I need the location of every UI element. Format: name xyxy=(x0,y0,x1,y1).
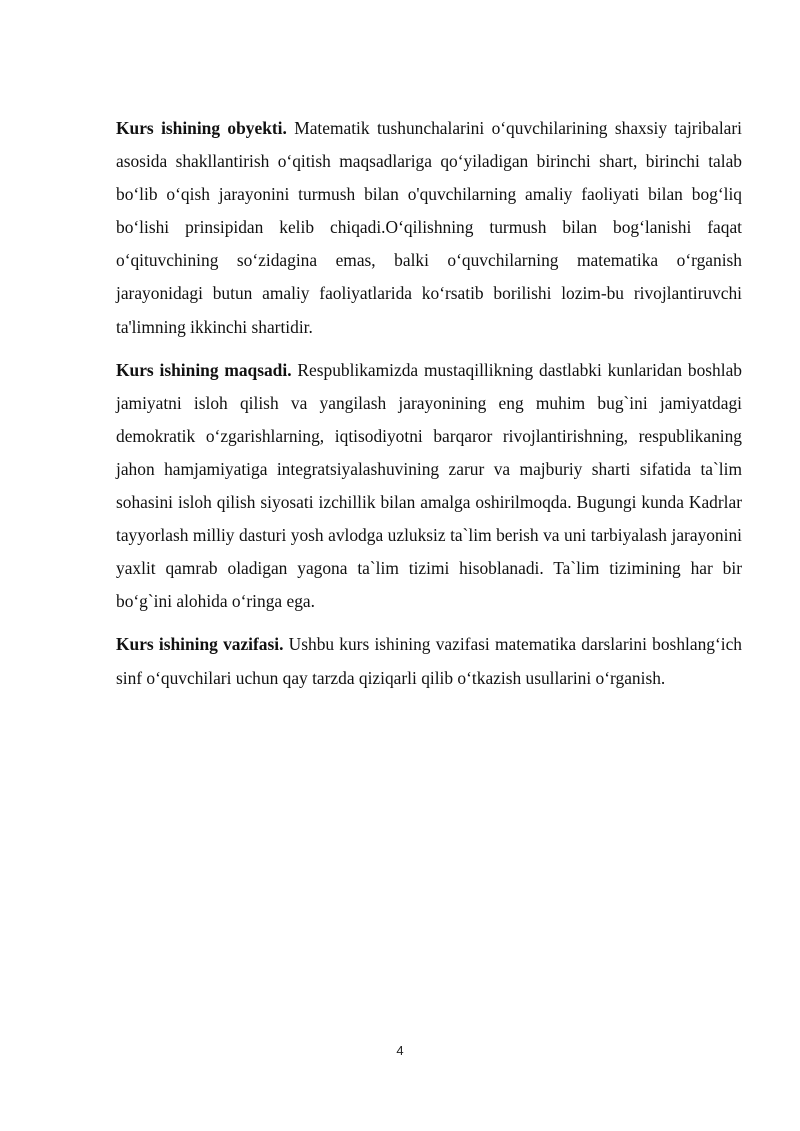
paragraph-heading: Kurs ishining obyekti. xyxy=(116,118,287,138)
paragraph-task xyxy=(116,628,742,694)
document-page xyxy=(116,112,742,705)
paragraph-goal xyxy=(116,354,742,619)
paragraph-object xyxy=(116,112,742,344)
page-number: 4 xyxy=(396,1043,404,1058)
paragraph-heading: Kurs ishining maqsadi. xyxy=(116,359,292,380)
paragraph-text: Respublikamizda mustaqillikning dastlabki kunlaridan boshlab jamiyatni isloh qilish va yangilash jarayonining eng muhim bug`ini jamiyatdagi demokratik o‘zgarishlarning, iqtisodiyotni barqaror rivojlantirishning, respublikaning jahon hamjamiyatiga integratsiyalashuvining zarur va majburiy sharti sifatida ta`lim sohasini isloh qilish siyosati izchillik bilan amalga oshirilmoqda. Bugungi kunda Kadrlar tayyorlash milliy dasturi yosh avlodga uzluksiz ta`lim berish va uni tarbiyalash jarayonini yaxlit qamrab oladigan yagona ta`lim tizimi hisoblanadi. Ta`lim tizimining har bir bo‘g`ini alohida o‘ringa ega. xyxy=(116,359,742,612)
paragraph-text: Matematik tushunchalarini o‘quvchilarining shaxsiy tajribalari asosida shakllantirish o‘qitish maqsadlariga qo‘yiladigan birinchi shart, birinchi talab bo‘lib o‘qish jarayonini turmush bilan o'quvchilarning amaliy faoliyati bilan bog‘liq bo‘lishi prinsipidan kelib chiqadi.O‘qilishning turmush bilan bog‘lanishi faqat o‘qituvchining so‘zidagina emas, balki o‘quvchilarning matematika o‘rganish jarayonidagi butun amaliy faoliyatlarida ko‘rsatib borilishi lozim-bu rivojlantiruvchi ta'limning ikkinchi shartidir. xyxy=(116,118,742,337)
paragraph-text: Ushbu kurs ishining vazifasi matematika darslarini boshlang‘ich sinf o‘quvchilari uchun qay tarzda qiziqarli qilib o‘tkazish usullarini o‘rganish. xyxy=(116,634,742,688)
paragraph-heading: Kurs ishining vazifasi. xyxy=(116,634,284,655)
